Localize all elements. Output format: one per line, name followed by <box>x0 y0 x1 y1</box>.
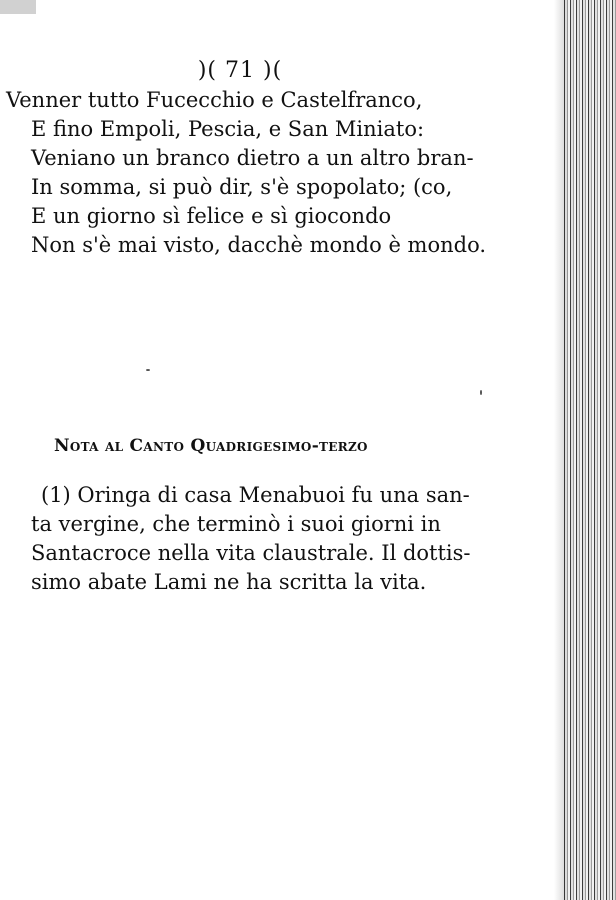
page-number: )( 71 )( <box>197 58 283 83</box>
verse-line: In somma, si può dir, s'è spopolato; (co, <box>31 175 453 199</box>
note-line: simo abate Lami ne ha scritta la vita. <box>31 570 427 594</box>
note-line: ta vergine, che terminò i suoi giorni in <box>31 512 441 536</box>
note-line: Santacroce nella vita claustrale. Il dottis- <box>31 541 471 565</box>
verse-line: E fino Empoli, Pescia, e San Miniato: <box>31 117 425 141</box>
note-heading: Nota al Canto Quadrigesimo-terzo <box>54 436 368 456</box>
scan-artifact-mark <box>0 0 36 14</box>
verse-line: E un giorno sì felice e sì giocondo <box>31 204 392 228</box>
verse-line: Non s'è mai visto, dacchè mondo è mondo. <box>31 233 487 257</box>
ink-speck <box>480 390 482 395</box>
verse-line: Veniano un branco dietro a un altro bran- <box>31 146 474 170</box>
note-line: (1) Oringa di casa Menabuoi fu una san- <box>41 483 470 507</box>
book-page-edges <box>564 0 616 900</box>
verse-stanza <box>0 86 486 260</box>
verse-line: Venner tutto Fucecchio e Castelfranco, <box>6 88 423 112</box>
note-paragraph <box>31 481 471 597</box>
ink-speck <box>146 369 150 371</box>
